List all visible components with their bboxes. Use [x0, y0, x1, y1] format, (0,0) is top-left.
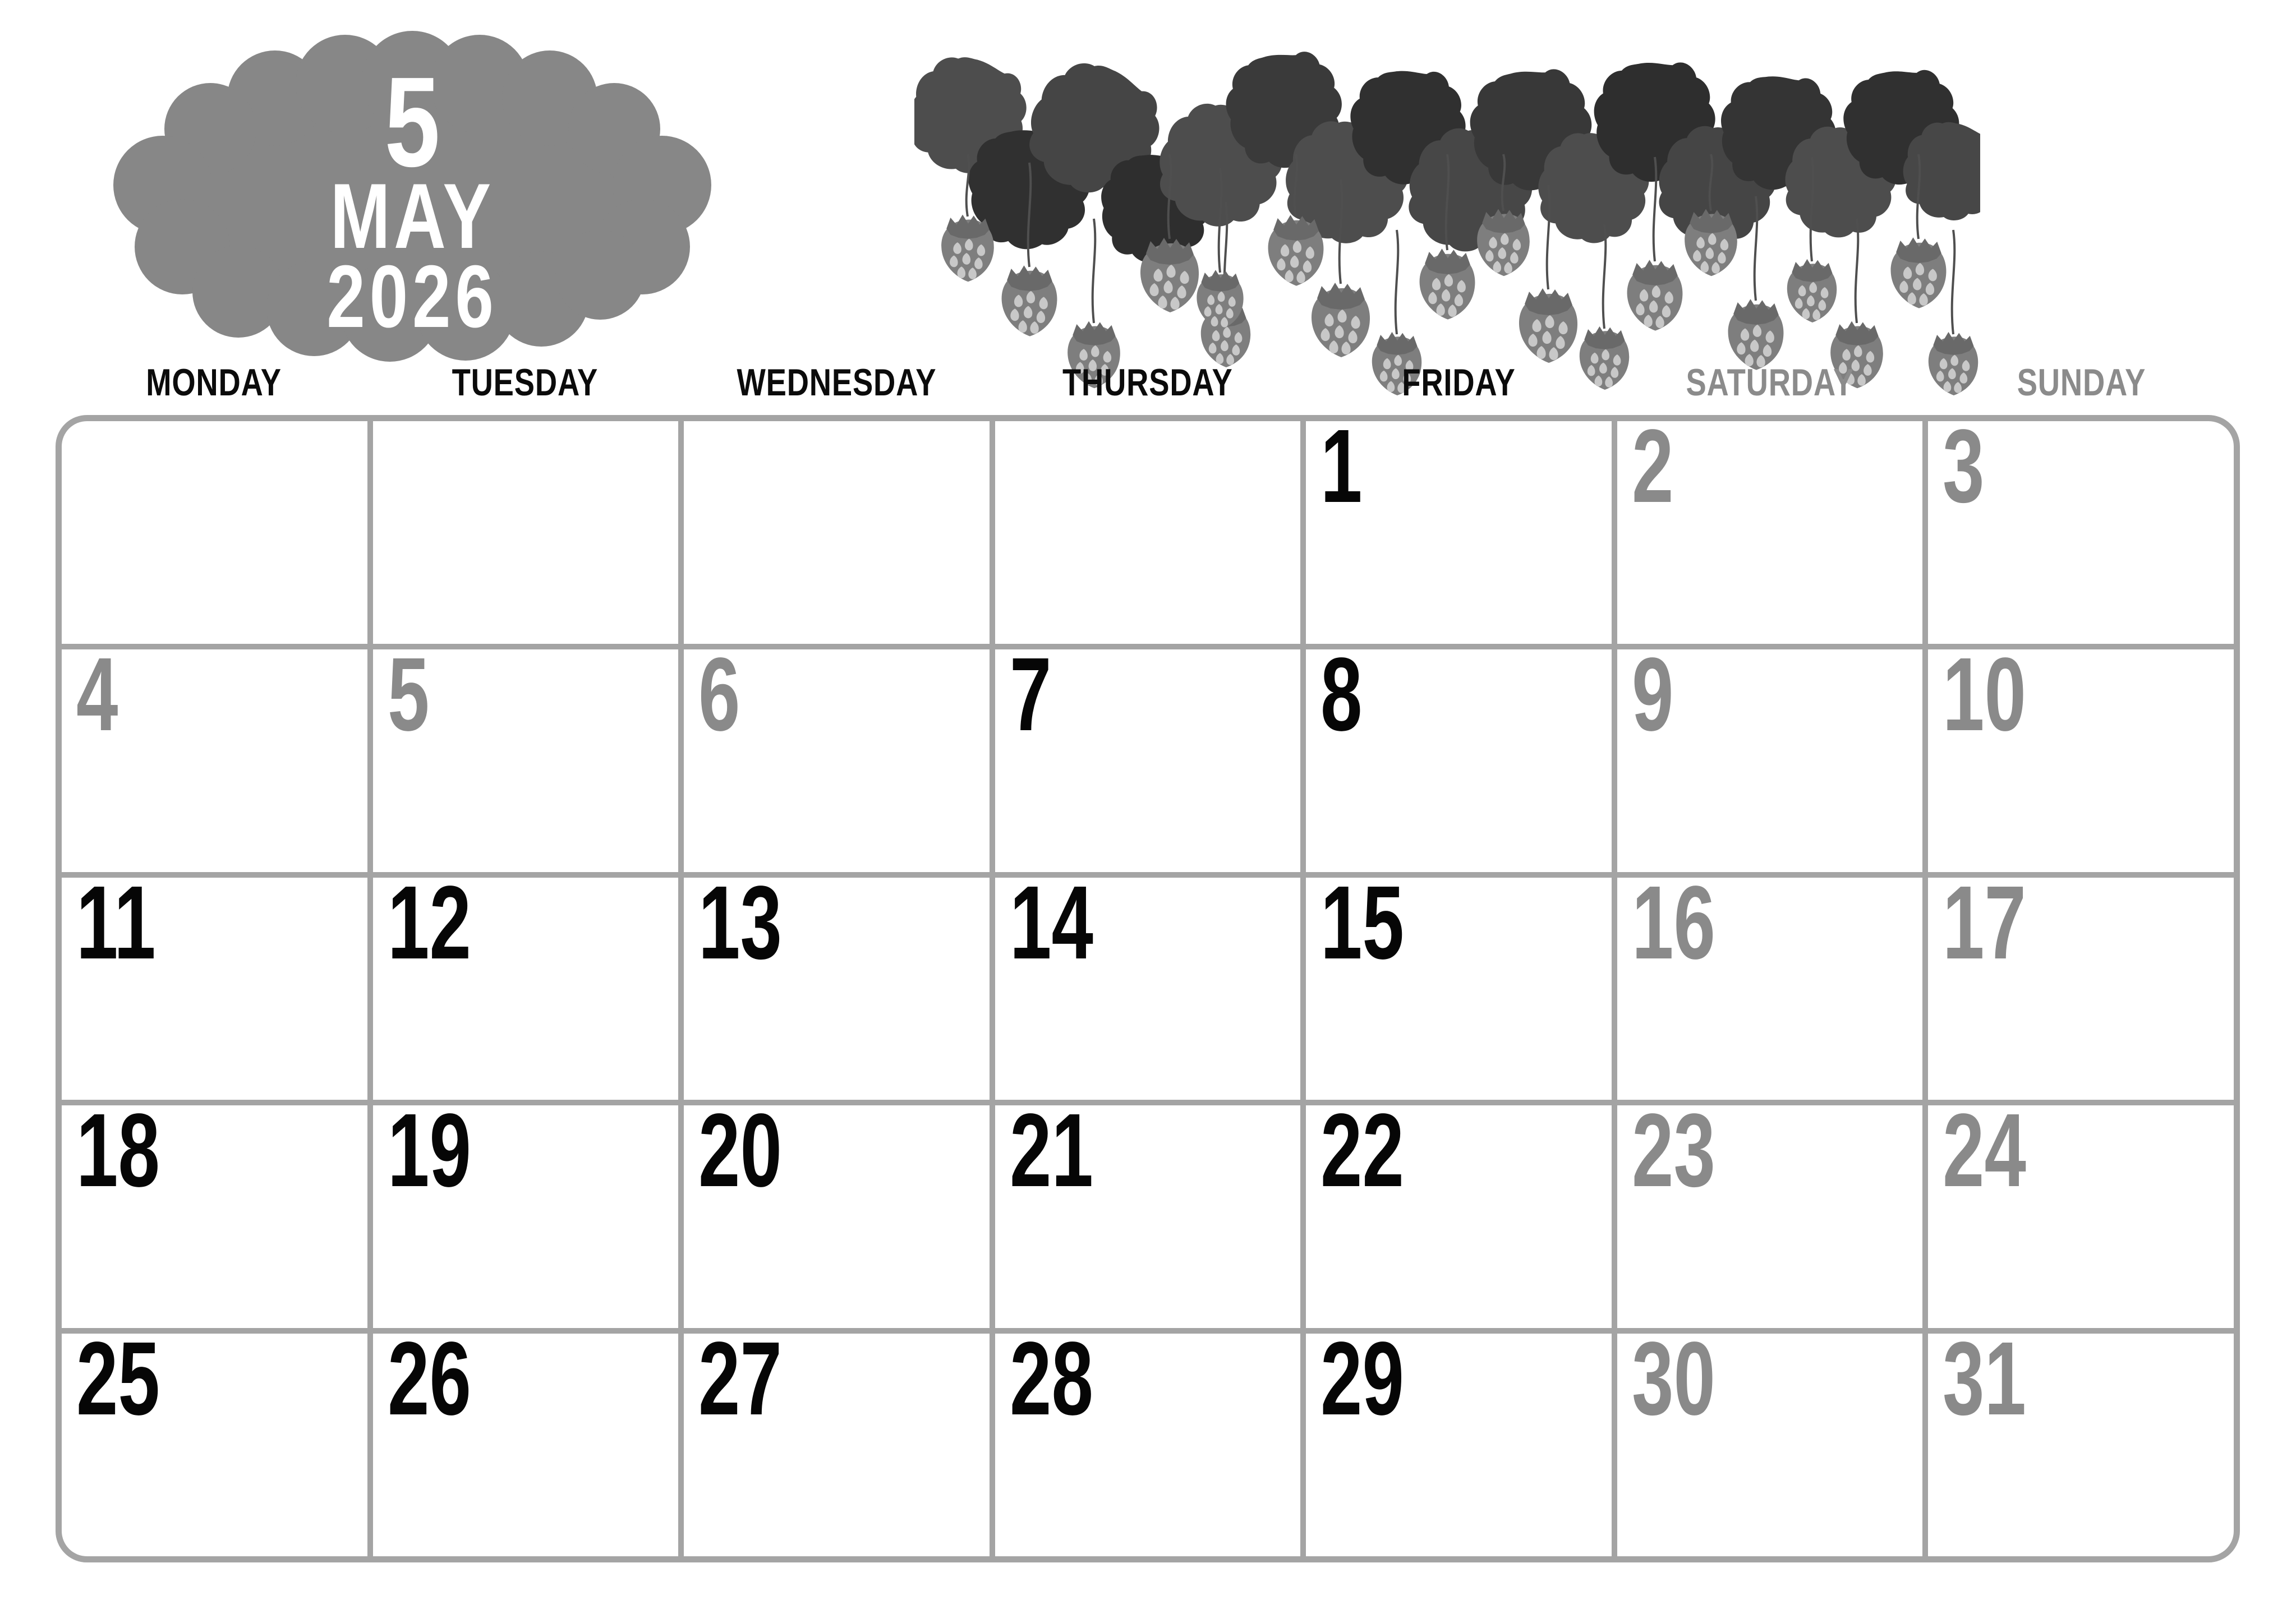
date-number: 22	[1320, 1105, 1405, 1209]
leaf-cluster-band	[914, 36, 1980, 270]
weekday-label-text: SUNDAY	[2017, 361, 2146, 404]
date-number: 12	[387, 877, 471, 981]
day-cell-14	[995, 878, 1301, 1100]
date-number: 17	[1943, 877, 2027, 981]
weekday-label-text: TUESDAY	[452, 361, 599, 404]
weekday-label-tuesday	[370, 360, 681, 405]
day-cell-15	[1306, 878, 1612, 1100]
date-number: 28	[1009, 1334, 1093, 1437]
day-cell-26	[373, 1334, 679, 1556]
day-cell-6	[684, 649, 990, 872]
date-number: 3	[1943, 421, 1985, 524]
weekday-label-monday	[58, 360, 370, 405]
weekday-header-row	[58, 360, 2237, 405]
weekday-label-text: WEDNESDAY	[737, 361, 937, 404]
day-cell-10	[1928, 649, 2234, 872]
date-number: 27	[698, 1334, 783, 1437]
day-cell-21	[995, 1105, 1301, 1328]
day-cell-16	[1617, 878, 1923, 1100]
date-number: 20	[698, 1105, 783, 1209]
badge-year-label: 2026	[326, 247, 498, 347]
date-number: 16	[1631, 877, 1715, 981]
month-badge	[95, 20, 729, 367]
day-cell-empty	[995, 421, 1301, 644]
day-cell-24	[1928, 1105, 2234, 1328]
day-cell-7	[995, 649, 1301, 872]
weekday-label-text: MONDAY	[146, 361, 282, 404]
date-number: 23	[1631, 1105, 1715, 1209]
date-number: 10	[1943, 649, 2027, 753]
date-number: 18	[76, 1105, 160, 1209]
day-cell-17	[1928, 878, 2234, 1100]
day-cell-22	[1306, 1105, 1612, 1328]
day-cell-8	[1306, 649, 1612, 872]
date-number: 29	[1320, 1334, 1405, 1437]
date-number: 9	[1631, 649, 1674, 753]
day-cell-31	[1928, 1334, 2234, 1556]
day-cell-13	[684, 878, 990, 1100]
day-cell-27	[684, 1334, 990, 1556]
badge-month-label: MAY	[330, 164, 495, 268]
date-number: 5	[387, 649, 430, 753]
badge-day-number: 5	[384, 50, 440, 194]
day-cell-20	[684, 1105, 990, 1328]
day-cell-empty	[373, 421, 679, 644]
day-cell-9	[1617, 649, 1923, 872]
date-number: 1	[1320, 421, 1363, 524]
date-number: 26	[387, 1334, 471, 1437]
date-number: 4	[76, 649, 118, 753]
date-number: 11	[76, 877, 156, 981]
date-number: 2	[1631, 421, 1674, 524]
day-cell-12	[373, 878, 679, 1100]
weekday-label-saturday	[1614, 360, 1926, 405]
day-cell-11	[62, 878, 367, 1100]
date-number: 31	[1943, 1334, 2027, 1437]
date-number: 6	[698, 649, 740, 753]
date-number: 7	[1009, 649, 1052, 753]
date-number: 19	[387, 1105, 471, 1209]
day-cell-19	[373, 1105, 679, 1328]
weekday-label-text: FRIDAY	[1402, 361, 1516, 404]
day-cell-4	[62, 649, 367, 872]
day-cell-empty	[62, 421, 367, 644]
day-cell-23	[1617, 1105, 1923, 1328]
day-cell-empty	[684, 421, 990, 644]
day-cell-25	[62, 1334, 367, 1556]
weekday-label-sunday	[1926, 360, 2237, 405]
weekday-label-text: THURSDAY	[1062, 361, 1233, 404]
weekday-label-thursday	[992, 360, 1304, 405]
weekday-label-friday	[1303, 360, 1614, 405]
date-number: 14	[1009, 877, 1093, 981]
day-cell-30	[1617, 1334, 1923, 1556]
date-number: 8	[1320, 649, 1363, 753]
weekday-label-text: SATURDAY	[1686, 361, 1855, 404]
day-cell-29	[1306, 1334, 1612, 1556]
weekday-label-wednesday	[681, 360, 992, 405]
date-number: 13	[698, 877, 783, 981]
day-cell-3	[1928, 421, 2234, 644]
calendar-grid	[56, 415, 2240, 1562]
date-number: 24	[1943, 1105, 2027, 1209]
day-cell-28	[995, 1334, 1301, 1556]
date-number: 21	[1009, 1105, 1093, 1209]
day-cell-5	[373, 649, 679, 872]
date-number: 25	[76, 1334, 160, 1437]
date-number: 15	[1320, 877, 1405, 981]
date-number: 30	[1631, 1334, 1715, 1437]
day-cell-1	[1306, 421, 1612, 644]
day-cell-2	[1617, 421, 1923, 644]
strawberry-garland-decoration	[914, 22, 1980, 415]
day-cell-18	[62, 1105, 367, 1328]
